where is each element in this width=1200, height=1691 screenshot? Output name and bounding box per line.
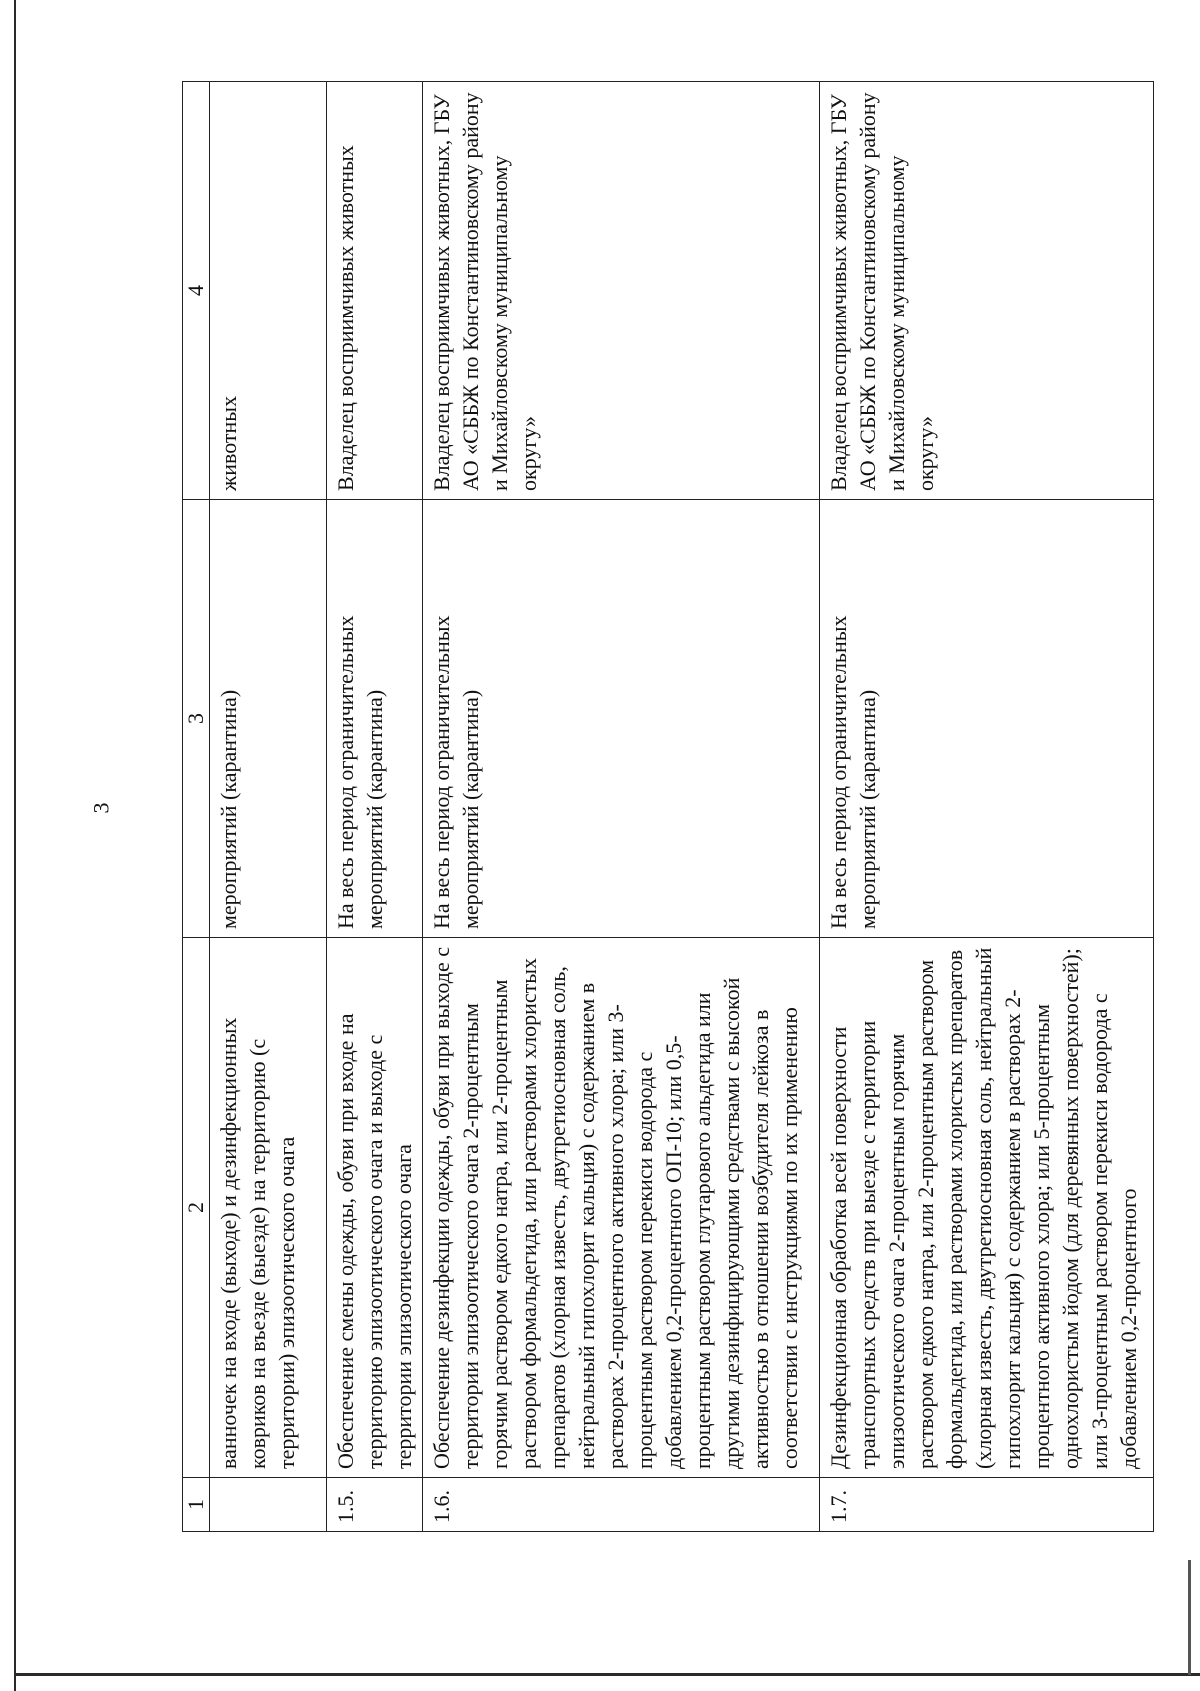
- rotated-page-content: [182, 82, 1154, 1532]
- responsible-cell: Владелец восприимчивых животных: [327, 82, 423, 500]
- row-number: 1.6.: [423, 1478, 820, 1532]
- period-cell: мероприятий (карантина): [210, 500, 327, 938]
- period-cell: На весь период ограничительных мероприятий (карантина): [327, 500, 423, 938]
- table-row: [820, 82, 1154, 1532]
- action-cell: Обеспечение смены одежды, обуви при входе на территорию эпизоотического очага и выходе с территории эпизоотического очага: [327, 938, 423, 1478]
- table-row: [210, 82, 327, 1532]
- action-cell: Обеспечение дезинфекции одежды, обуви при выходе с территории эпизоотического очага 2-процентным горячим раствором едкого натра, или 2-процентным раствором формальдегида, или растворами хлористых препаратов (хлорная известь, двутретиосновная соль, нейтральный гипохлорит кальция) с содержанием в растворах 2-процентного активного хлора; или 3-процентным раствором перекиси водорода с добавлением 0,2-процентного ОП-10; или 0,5-процентным раствором глутарового альдегида или другими дезинфицирующими средствами с высокой активностью в отношении возбудителя лейкоза в соответствии с инструкциями по их применению: [423, 938, 820, 1478]
- period-cell: На весь период ограничительных мероприятий (карантина): [423, 500, 820, 938]
- responsible-cell: Владелец восприимчивых животных, ГБУ АО «СББЖ по Константиновскому району и Михайловскому муниципальному округу»: [820, 82, 1154, 500]
- action-cell: ванночек на входе (выходе) и дезинфекционных ковриков на въезде (выезде) на территорию (с территории) эпизоотического очага: [210, 938, 327, 1478]
- period-cell: На весь период ограничительных мероприятий (карантина): [820, 500, 1154, 938]
- page-number: 3: [88, 802, 114, 814]
- header-cell-1: 1: [183, 1478, 210, 1532]
- table-row: [423, 82, 820, 1532]
- measures-table: [182, 81, 1154, 1532]
- scan-border-left: [14, 0, 16, 1691]
- scan-border-right: [1188, 1560, 1191, 1675]
- row-number: 1.7.: [820, 1478, 1154, 1532]
- action-cell: Дезинфекционная обработка всей поверхности транспортных средств при выезде с территории эпизоотического очага 2-процентным горячим раствором едкого натра, или 2-процентным раствором формальдегида, или растворами хлористых препаратов (хлорная известь, двутретиосновная соль, нейтральный гипохлорит кальция) с содержанием в растворах 2-процентного активного хлора; или 5-процентным однохлористым йодом (для деревянных поверхностей); или 3-процентным раствором перекиси водорода с добавлением 0,2-процентного: [820, 938, 1154, 1478]
- table-row: [327, 82, 423, 1532]
- header-cell-3: 3: [183, 500, 210, 938]
- row-number: [210, 1478, 327, 1532]
- responsible-cell: Владелец восприимчивых животных, ГБУ АО «СББЖ по Константиновскому району и Михайловскому муниципальному округу»: [423, 82, 820, 500]
- responsible-cell: животных: [210, 82, 327, 500]
- header-cell-2: 2: [183, 938, 210, 1478]
- header-cell-4: 4: [183, 82, 210, 500]
- table-header-row: [183, 82, 210, 1532]
- row-number: 1.5.: [327, 1478, 423, 1532]
- scan-border-bottom: [14, 1673, 1200, 1676]
